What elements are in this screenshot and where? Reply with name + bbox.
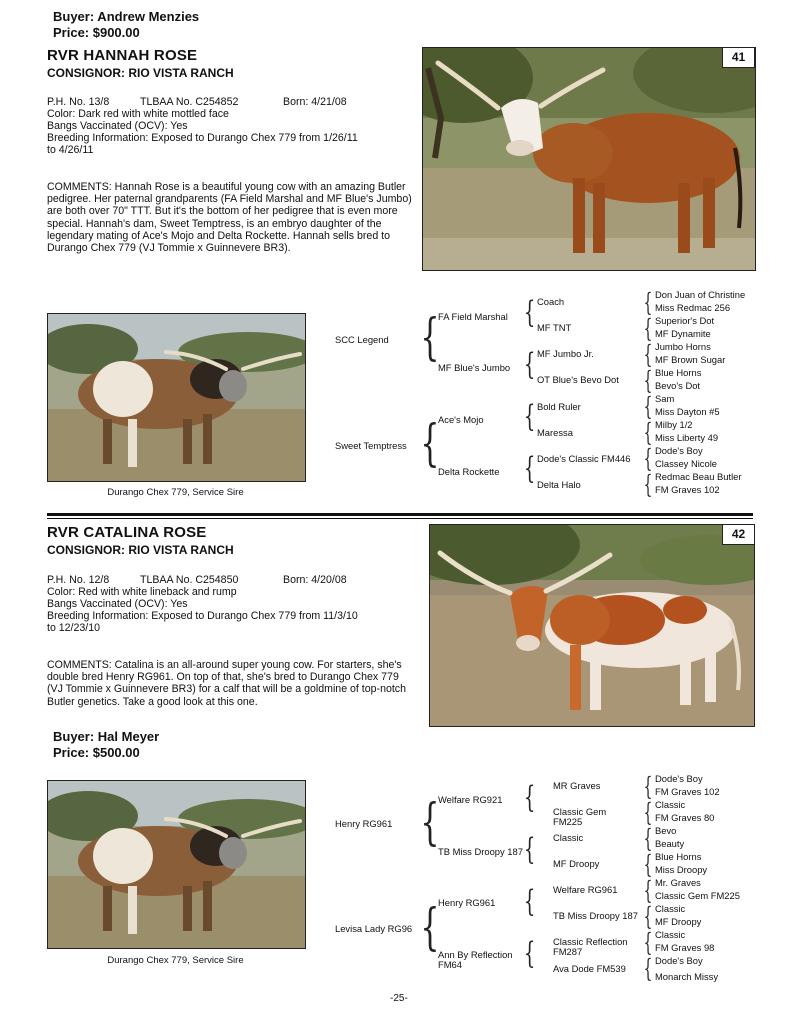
ph-number: P.H. No. 12/8 xyxy=(47,574,110,586)
pedigree-g4: Classic xyxy=(655,929,686,940)
pedigree-brace: { xyxy=(523,295,536,330)
tlbaa-number: TLBAA No. C254850 xyxy=(140,574,239,586)
pedigree-brace: { xyxy=(523,780,536,815)
pedigree-brace: { xyxy=(643,798,653,827)
pedigree-brace: { xyxy=(420,308,440,366)
cow-photo-image xyxy=(423,48,755,270)
buyer-price: Price: $900.00 xyxy=(53,25,140,40)
section-divider xyxy=(47,513,753,516)
pedigree-g3: Coach xyxy=(537,296,565,307)
pedigree-g3: Maressa xyxy=(537,427,573,438)
pedigree-brace: { xyxy=(643,314,653,343)
pedigree-g4: Blue Horns xyxy=(655,367,702,378)
section-divider-thin xyxy=(47,518,753,519)
consignor: CONSIGNOR: RIO VISTA RANCH xyxy=(47,66,234,80)
pedigree-brace: { xyxy=(643,444,653,473)
pedigree-g2: Welfare RG921 xyxy=(438,794,503,805)
page-number: -25- xyxy=(390,993,408,1004)
pedigree-g2: Ace's Mojo xyxy=(438,414,484,425)
comments: COMMENTS: Hannah Rose is a beautiful young cow with an amazing Butler pedigree. Her paternal grandparents (FA Field Marshal and MF Blue's Jumbo) are both over 70" TTT. But it's the bottom of her pedigree that is even more special. Hannah's dam, Sweet Temptress, is an embryo daughter of the legendary mating of Ace's Mojo and Delta Rockette. Hannah sells bred to Durango Chex 779 (VJ Tommie x Guinnevere BR3). xyxy=(47,181,412,255)
cow-photo xyxy=(422,47,756,271)
pedigree-g4: FM Graves 102 xyxy=(655,786,720,797)
buyer-name: Buyer: Andrew Menzies xyxy=(53,9,200,24)
buyer-name: Buyer: Hal Meyer xyxy=(53,729,160,744)
pedigree-brace: { xyxy=(643,418,653,447)
pedigree-brace: { xyxy=(643,366,653,395)
pedigree-g4: Classic Gem FM225 xyxy=(655,890,740,901)
pedigree-g3: Dode's Classic FM446 xyxy=(537,453,631,464)
pedigree-g3: MF Droopy xyxy=(553,858,600,869)
pedigree-g4: Milby 1/2 xyxy=(655,419,693,430)
pedigree-brace: { xyxy=(643,392,653,421)
pedigree-g4: Dode's Boy xyxy=(655,445,703,456)
pedigree-brace: { xyxy=(523,451,536,486)
pedigree-g3: OT Blue's Bevo Dot xyxy=(537,374,619,385)
color-info: Color: Dark red with white mottled face xyxy=(47,108,229,120)
pedigree-sire: Henry RG961 xyxy=(335,818,393,829)
sire-photo-image xyxy=(48,781,305,948)
pedigree-g4: FM Graves 98 xyxy=(655,942,715,953)
born-date: Born: 4/20/08 xyxy=(283,574,347,586)
pedigree-brace: { xyxy=(523,936,536,971)
pedigree-g4: Jumbo Horns xyxy=(655,341,711,352)
pedigree-brace: { xyxy=(643,850,653,879)
pedigree-g4: Classic xyxy=(655,799,686,810)
lot-title: RVR HANNAH ROSE xyxy=(47,47,198,64)
pedigree-brace: { xyxy=(643,772,653,801)
pedigree-g4: Miss Droopy xyxy=(655,864,708,875)
sire-photo xyxy=(47,313,306,482)
pedigree-g3: TB Miss Droopy 187 xyxy=(553,910,638,921)
pedigree-g2: TB Miss Droopy 187 xyxy=(438,846,523,857)
sire-photo-image xyxy=(48,314,305,481)
pedigree-brace: { xyxy=(523,884,536,919)
pedigree-dam: Levisa Lady RG96 xyxy=(335,923,413,934)
lot-number-badge: 42 xyxy=(722,524,755,545)
pedigree-g3: Bold Ruler xyxy=(537,401,581,412)
pedigree-g3: MF TNT xyxy=(537,322,572,333)
pedigree-brace: { xyxy=(420,793,440,851)
pedigree-brace: { xyxy=(420,414,440,472)
sire-caption: Durango Chex 779, Service Sire xyxy=(107,487,244,498)
cow-photo-image xyxy=(430,525,754,726)
pedigree-g4: Monarch Missy xyxy=(655,971,719,982)
pedigree-g3: Classic Gem FM225 xyxy=(553,806,607,828)
pedigree-brace: { xyxy=(523,832,536,867)
pedigree-brace: { xyxy=(643,928,653,957)
pedigree-brace: { xyxy=(643,876,653,905)
pedigree-g4: Classey Nicole xyxy=(655,458,717,469)
comments: COMMENTS: Catalina is an all-around super young cow. For starters, she's double bred Henry RG961. On top of that, she's bred to Durango Chex 779 (VJ Tommie x Guinnevere BR3) for a calf that will be a goldmine of top-notch Butler genetics. Take a good look at this one. xyxy=(47,659,406,708)
pedigree-g4: Miss Dayton #5 xyxy=(655,406,720,417)
pedigree-g4: Dode's Boy xyxy=(655,773,703,784)
pedigree-g3: MF Jumbo Jr. xyxy=(537,348,594,359)
ph-number: P.H. No. 13/8 xyxy=(47,96,110,108)
pedigree-g4: Miss Liberty 49 xyxy=(655,432,719,443)
pedigree-brace: { xyxy=(643,340,653,369)
pedigree-g3: Ava Dode FM539 xyxy=(553,963,626,974)
pedigree-g2: Ann By Reflection FM64 xyxy=(438,949,513,971)
consignor: CONSIGNOR: RIO VISTA RANCH xyxy=(47,543,234,557)
pedigree-g4: Sam xyxy=(655,393,675,404)
pedigree-g4: Mr. Graves xyxy=(655,877,701,888)
pedigree-g4: MF Brown Sugar xyxy=(655,354,726,365)
pedigree-dam: Sweet Temptress xyxy=(335,440,407,451)
pedigree-sire: SCC Legend xyxy=(335,334,389,345)
pedigree-brace: { xyxy=(643,902,653,931)
pedigree-g3: MR Graves xyxy=(553,780,601,791)
pedigree-brace: { xyxy=(643,288,653,317)
sire-photo xyxy=(47,780,306,949)
pedigree-g4: Beauty xyxy=(655,838,685,849)
pedigree-g4: Classic xyxy=(655,903,686,914)
lot-title: RVR CATALINA ROSE xyxy=(47,524,207,541)
pedigree-g4: FM Graves 80 xyxy=(655,812,715,823)
buyer-price: Price: $500.00 xyxy=(53,745,140,760)
pedigree-g3: Welfare RG961 xyxy=(553,884,618,895)
pedigree-g4: Bevo's Dot xyxy=(655,380,701,391)
pedigree-g3: Delta Halo xyxy=(537,479,581,490)
pedigree-brace: { xyxy=(420,898,440,956)
pedigree-brace: { xyxy=(643,954,653,983)
pedigree-g4: Bevo xyxy=(655,825,677,836)
born-date: Born: 4/21/08 xyxy=(283,96,347,108)
lot-number-badge: 41 xyxy=(722,47,755,68)
pedigree-g2: FA Field Marshal xyxy=(438,311,508,322)
tlbaa-number: TLBAA No. C254852 xyxy=(140,96,239,108)
pedigree-brace: { xyxy=(523,399,536,434)
pedigree-brace: { xyxy=(643,470,653,499)
pedigree-g4: Superior's Dot xyxy=(655,315,715,326)
breeding-info: Breeding Information: Exposed to Durango Chex 779 from 1/26/11 xyxy=(47,132,358,144)
breeding-info-cont: to 12/23/10 xyxy=(47,622,101,634)
pedigree-g4: MF Dynamite xyxy=(655,328,711,339)
pedigree-brace: { xyxy=(523,347,536,382)
breeding-info-cont: to 4/26/11 xyxy=(47,144,94,156)
pedigree-g3: Classic xyxy=(553,832,584,843)
pedigree-g4: Dode's Boy xyxy=(655,955,703,966)
pedigree-g2: Delta Rockette xyxy=(438,466,500,477)
pedigree-brace: { xyxy=(643,824,653,853)
sire-caption: Durango Chex 779, Service Sire xyxy=(107,955,244,966)
pedigree-g2: Henry RG961 xyxy=(438,897,496,908)
bangs-info: Bangs Vaccinated (OCV): Yes xyxy=(47,598,188,610)
pedigree-g4: MF Droopy xyxy=(655,916,702,927)
cow-photo xyxy=(429,524,755,727)
pedigree-g4: Blue Horns xyxy=(655,851,702,862)
pedigree-g2: MF Blue's Jumbo xyxy=(438,362,511,373)
pedigree-g4: Don Juan of Christine xyxy=(655,289,746,300)
pedigree-g4: Redmac Beau Butler xyxy=(655,471,742,482)
pedigree-g4: FM Graves 102 xyxy=(655,484,720,495)
pedigree-g3: Classic Reflection FM287 xyxy=(553,936,628,958)
breeding-info: Breeding Information: Exposed to Durango Chex 779 from 11/3/10 xyxy=(47,610,358,622)
color-info: Color: Red with white lineback and rump xyxy=(47,586,237,598)
pedigree-g4: Miss Redmac 256 xyxy=(655,302,731,313)
bangs-info: Bangs Vaccinated (OCV): Yes xyxy=(47,120,188,132)
